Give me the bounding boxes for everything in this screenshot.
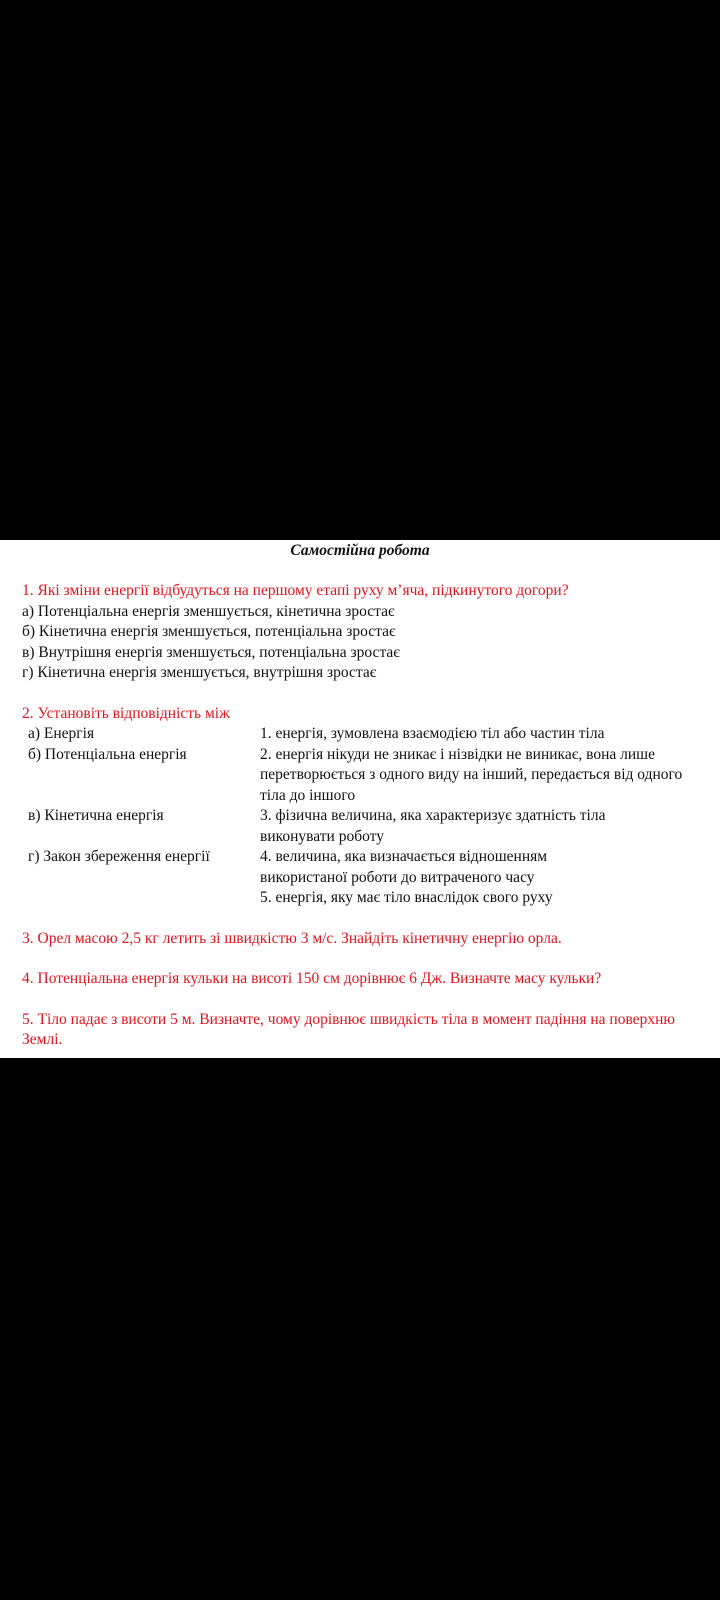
q1-option-d: г) Кінетична енергія зменшується, внутрішня зростає [22, 664, 377, 681]
match-left-empty [28, 888, 260, 909]
match-right-5: 5. енергія, яку має тіло внаслідок свого руху [260, 889, 553, 906]
question-3: 3. Орел масою 2,5 кг летить зі швидкістю 3 м/с. Знайдіть кінетичну енергію орла. [22, 929, 562, 947]
matching-table [28, 724, 698, 909]
match-right-4: 4. величина, яка визначається відношенням використаної роботи до витраченого часу [260, 848, 548, 886]
match-left-b: б) Потенціальна енергія [28, 745, 187, 763]
match-right-3: 3. фізична величина, яка характеризує здатність тіла виконувати роботу [260, 807, 606, 845]
match-left-a: а) Енергія [28, 725, 95, 742]
q1-option-b: б) Кінетична енергія зменшується, потенціальна зростає [22, 623, 396, 640]
question-1: 1. Які зміни енергії відбудуться на першому етапі руху м’яча, підкинутого догори? [22, 582, 569, 599]
question-4: 4. Потенціальна енергія кульки на висоті 150 см дорівнює 6 Дж. Визначте масу кульки? [22, 970, 602, 987]
match-left-c: в) Кінетична енергія [28, 807, 164, 824]
match-right-2: 2. енергія нікуди не зникає і нізвідки не виникає, вона лише перетворюється з одного виду на інший, передається від одного тіла до іншого [260, 745, 683, 804]
q1-option-a: а) Потенціальна енергія зменшується, кінетична зростає [22, 602, 395, 620]
worksheet-page [0, 540, 720, 1058]
question-2: 2. Установіть відповідність між [22, 704, 230, 722]
match-left-d: г) Закон збереження енергії [28, 848, 210, 865]
worksheet-title: Самостійна робота [290, 542, 430, 559]
question-5: 5. Тіло падає з висоти 5 м. Визначте, чому дорівнює швидкість тіла в момент падіння на поверхню Землі. [22, 1010, 675, 1048]
match-right-1: 1. енергія, зумовлена взаємодією тіл або частин тіла [260, 725, 605, 742]
q1-option-c: в) Внутрішня енергія зменшується, потенціальна зростає [22, 643, 400, 661]
